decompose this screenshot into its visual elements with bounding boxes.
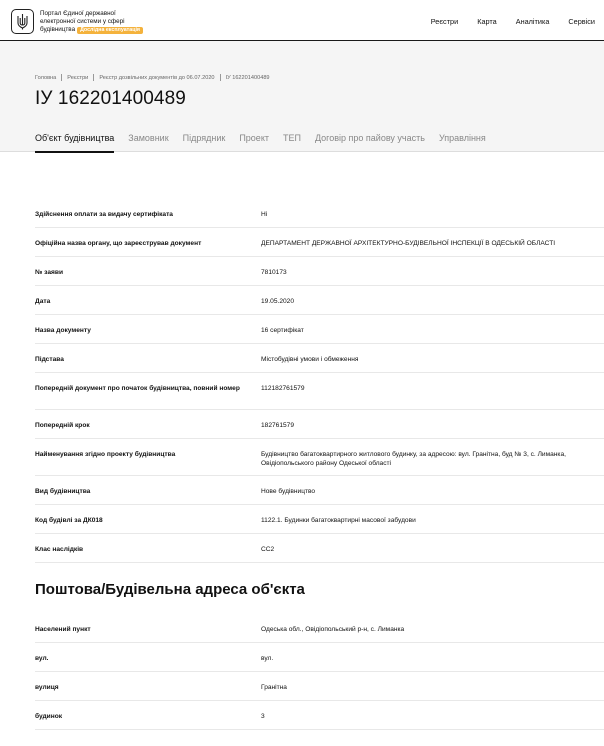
tab-share-agreement[interactable]: Договір про пайову участь: [314, 133, 425, 143]
field-label: вул.: [35, 655, 49, 662]
breadcrumb: [35, 74, 270, 81]
field-value: 112182761579: [261, 385, 305, 392]
tab-management[interactable]: Управління: [438, 133, 486, 143]
field-label: Дата: [35, 298, 51, 305]
field-label: Населений пункт: [35, 626, 91, 633]
field-value: ДЕПАРТАМЕНТ ДЕРЖАВНОЇ АРХІТЕКТУРНО-БУДІВЕЛЬНОЇ ІНСПЕКЦІЇ В ОДЕСЬКІЙ ОБЛАСТІ: [261, 240, 556, 247]
detail-row: [35, 505, 604, 534]
field-value: 19.05.2020: [261, 298, 295, 305]
detail-row: [35, 257, 604, 286]
address-section-header: [0, 563, 604, 614]
tab-construction-object[interactable]: Об'єкт будівництва: [35, 133, 114, 153]
detail-row: [35, 643, 604, 672]
detail-row: [35, 672, 604, 701]
detail-row: [35, 228, 604, 257]
field-label: будинок: [35, 713, 63, 720]
detail-row: [35, 439, 604, 476]
field-value: 182761579: [261, 422, 295, 429]
detail-row: [35, 373, 604, 410]
detail-row: [35, 315, 604, 344]
field-label: вулиця: [35, 684, 59, 691]
detail-row: [35, 410, 604, 439]
detail-row: [35, 614, 604, 643]
tab-customer[interactable]: Замовник: [128, 133, 169, 143]
nav-registries[interactable]: Реєстри: [430, 17, 459, 26]
field-value: Гранітна: [261, 684, 287, 691]
field-label: Підстава: [35, 356, 64, 363]
field-label: Назва документу: [35, 327, 91, 334]
portal-line-3: будівництва: [40, 26, 76, 34]
detail-row: [35, 199, 604, 228]
field-label: № заяви: [35, 269, 63, 276]
breadcrumb-registries[interactable]: Реєстри: [67, 74, 89, 81]
breadcrumb-permit-registry[interactable]: Реєстр дозвільних документів до 06.07.2020: [99, 74, 215, 81]
field-value: Містобудівні умови і обмеження: [261, 356, 359, 363]
trident-logo-icon[interactable]: [11, 9, 34, 34]
detail-row: [35, 476, 604, 505]
portal-name[interactable]: [40, 10, 143, 35]
page-title: ІУ 162201400489: [35, 88, 186, 109]
field-value: Нове будівництво: [261, 488, 316, 495]
detail-row: [35, 344, 604, 373]
breadcrumb-divider: [220, 74, 221, 81]
nav-map[interactable]: Карта: [477, 17, 497, 26]
field-value: Будівництво багатоквартирного житлового будинку, за адресою: вул. Гранітна, буд № 3, с. Лиманка, Овідіопольського району Одеської області: [261, 451, 566, 467]
field-label: Клас наслідків: [35, 546, 84, 553]
field-value: Одеська обл., Овідіопольський р-н, с. Лиманка: [261, 626, 405, 633]
field-label: Найменування згідно проекту будівництва: [35, 451, 176, 458]
portal-line-1: Портал Єдиної державної: [40, 10, 116, 17]
detail-row: [35, 534, 604, 563]
field-label: Офіційна назва органу, що зареєстрував документ: [35, 240, 202, 247]
site-header: [0, 0, 604, 41]
field-label: Здійснення оплати за видачу сертифіката: [35, 211, 173, 218]
breadcrumb-divider: [61, 74, 62, 81]
breadcrumb-current: ІУ 162201400489: [225, 74, 270, 81]
breadcrumb-divider: [93, 74, 94, 81]
field-value: 1122.1. Будинки багатоквартирні масової забудови: [261, 517, 416, 524]
portal-line-2: електронної системи у сфері: [40, 18, 125, 26]
field-label: Попередній крок: [35, 422, 90, 429]
field-value: 16 сертифікат: [261, 327, 304, 334]
details-content: [0, 199, 604, 730]
field-value: Ні: [261, 211, 268, 218]
field-label: Код будівлі за ДК018: [35, 517, 103, 524]
nav-services[interactable]: Сервіси: [568, 17, 595, 26]
top-nav: [431, 17, 595, 26]
field-value: СС2: [261, 546, 275, 553]
trial-badge: Дослідна експлуатація: [77, 27, 143, 34]
field-label: Попередній документ про початок будівництва, повний номер: [35, 385, 240, 392]
trident-icon: [16, 13, 29, 30]
tab-tep[interactable]: ТЕП: [282, 133, 301, 143]
section-title: Поштова/Будівельна адреса об'єкта: [35, 581, 305, 598]
detail-row: [35, 701, 604, 730]
field-value: 7810173: [261, 269, 287, 276]
tab-project[interactable]: Проект: [239, 133, 269, 143]
tab-contractor[interactable]: Підрядник: [182, 133, 226, 143]
breadcrumb-home[interactable]: Головна: [35, 74, 57, 81]
field-label: Вид будівництва: [35, 488, 91, 495]
field-value: вул.: [261, 655, 274, 662]
tab-bar: [35, 133, 486, 153]
field-value: 3: [261, 713, 265, 720]
detail-row: [35, 286, 604, 315]
page-hero: [0, 41, 604, 152]
nav-analytics[interactable]: Аналітика: [515, 17, 550, 26]
